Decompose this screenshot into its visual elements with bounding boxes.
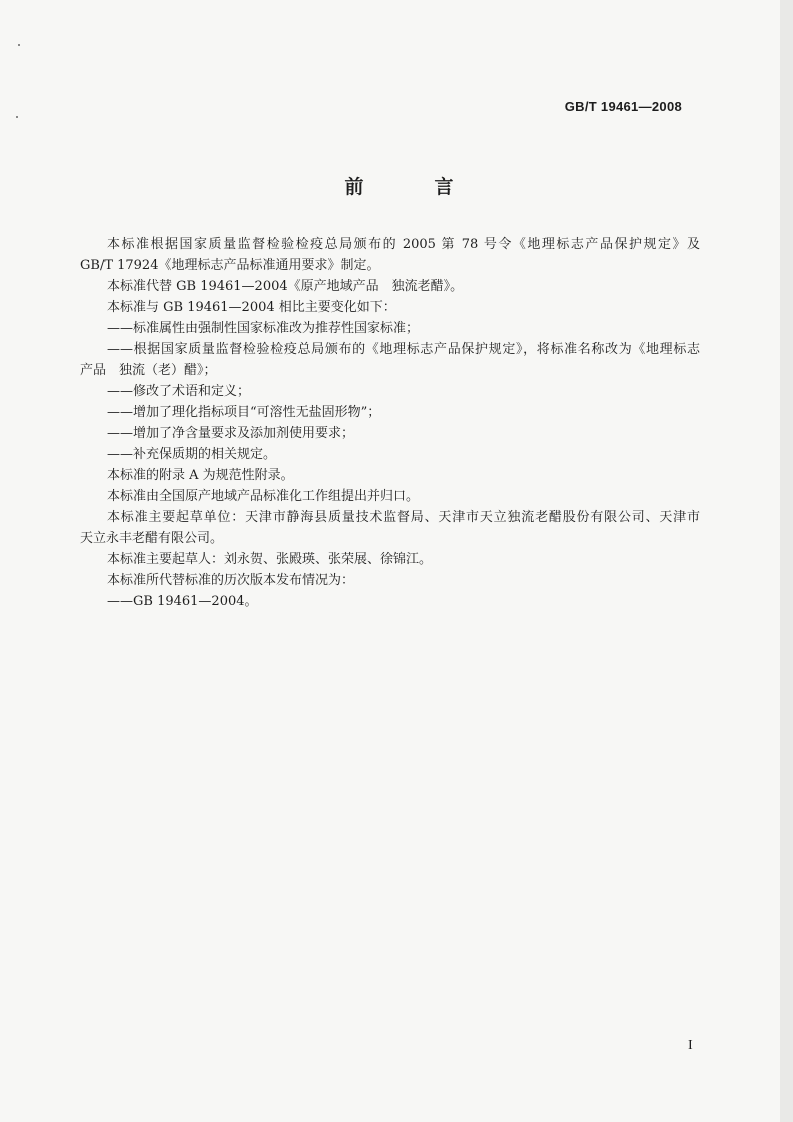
paragraph-history-intro: 本标准所代替标准的历次版本发布情况为： bbox=[107, 573, 355, 588]
change-item: ——修改了术语和定义； bbox=[107, 384, 251, 399]
paragraph-basis-line1: 本标准根据国家质量监督检验检疫总局颁布的 2005 第 78 号令《地理标志产品保护规定》及 bbox=[107, 237, 700, 252]
paragraph-drafters: 本标准主要起草人：刘永贺、张殿瑛、张荣展、徐锦江。 bbox=[107, 552, 433, 567]
standard-code: GB/T 19461—2008 bbox=[564, 99, 682, 114]
paragraph-replaces: 本标准代替 GB 19461—2004《原产地域产品 独流老醋》。 bbox=[107, 279, 464, 294]
change-item: ——增加了净含量要求及添加剂使用要求； bbox=[107, 426, 355, 441]
scan-speck bbox=[16, 116, 18, 118]
paragraph-drafting-units-line2: 天立永丰老醋有限公司。 bbox=[80, 531, 224, 546]
history-item: ——GB 19461—2004。 bbox=[107, 594, 258, 609]
change-item: ——标准属性由强制性国家标准改为推荐性国家标准； bbox=[107, 321, 420, 336]
scanner-edge bbox=[780, 0, 793, 1122]
change-item: ——增加了理化指标项目“可溶性无盐固形物”； bbox=[107, 405, 381, 420]
page-title: 前 言 bbox=[344, 176, 480, 198]
paragraph-appendix: 本标准的附录 A 为规范性附录。 bbox=[107, 468, 294, 483]
scan-speck bbox=[18, 44, 20, 46]
change-item-line2: 产品 独流（老）醋》； bbox=[80, 363, 217, 378]
change-item: ——补充保质期的相关规定。 bbox=[107, 447, 277, 462]
page-number: I bbox=[688, 1038, 693, 1053]
paragraph-drafting-units-line1: 本标准主要起草单位：天津市静海县质量技术监督局、天津市天立独流老醋股份有限公司、天津市 bbox=[107, 510, 700, 525]
foreword-body bbox=[80, 234, 700, 612]
paragraph-changes-intro: 本标准与 GB 19461—2004 相比主要变化如下： bbox=[107, 300, 396, 315]
change-item-line1: ——根据国家质量监督检验检疫总局颁布的《地理标志产品保护规定》，将标准名称改为《地理标志 bbox=[107, 342, 700, 357]
paragraph-proposer: 本标准由全国原产地域产品标准化工作组提出并归口。 bbox=[107, 489, 420, 504]
paragraph-basis-line2: GB/T 17924《地理标志产品标准通用要求》制定。 bbox=[80, 258, 380, 273]
